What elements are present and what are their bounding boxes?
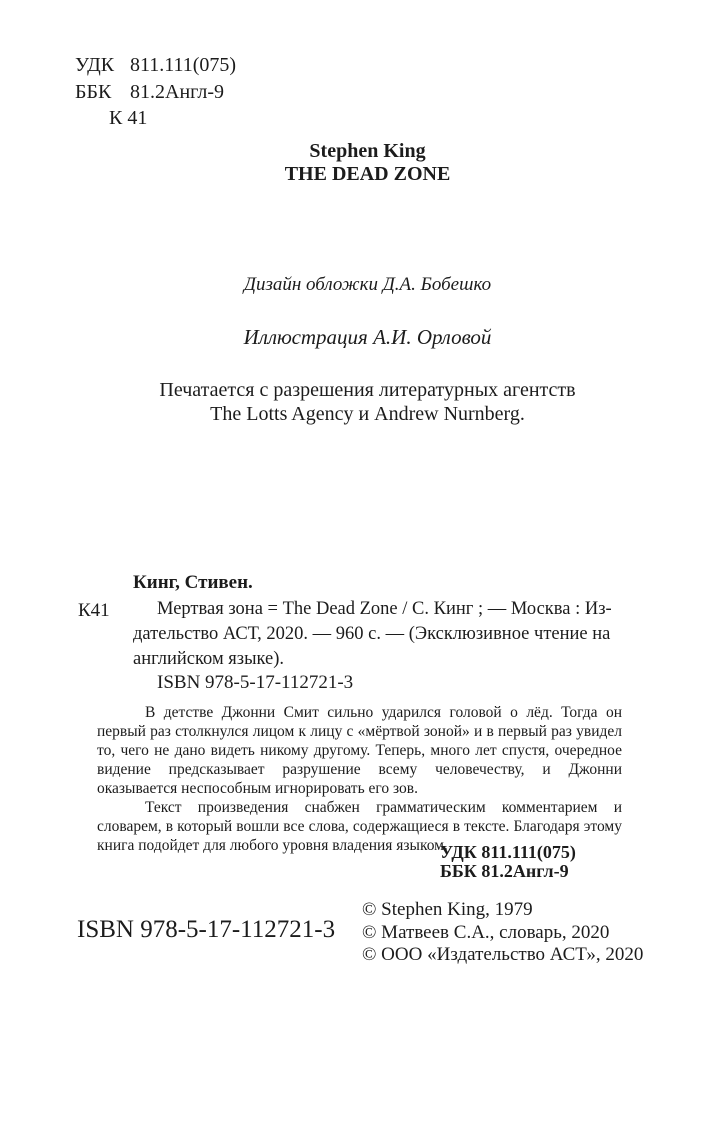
udk-label: УДК <box>75 54 115 76</box>
book-author: Stephen King <box>309 140 426 162</box>
udk-value: 811.111(075) <box>130 54 237 76</box>
bbk-label: ББК <box>75 81 112 103</box>
codes-bottom-block <box>440 843 576 881</box>
illustration-credit: Иллюстрация А.И. Орловой <box>243 325 492 349</box>
copyright-line: © Stephen King, 1979 <box>362 899 533 920</box>
permission-line-1: Печатается с разрешения литературных агентств <box>159 379 576 401</box>
udk-bottom: УДК 811.111(075) <box>440 842 576 862</box>
bbk-bottom: ББК 81.2Англ-9 <box>440 861 569 881</box>
copyright-line: © ООО «Издательство АСТ», 2020 <box>362 944 644 965</box>
permission-line-2: The Lotts Agency и Andrew Nurnberg. <box>210 403 525 425</box>
udk-code-row <box>75 54 236 76</box>
cover-design-credit: Дизайн обложки Д.А. Бобешко <box>243 274 492 295</box>
record-author-sign: К41 <box>78 600 110 621</box>
bbk-value: 81.2Англ-9 <box>130 81 224 103</box>
record-line: Мертвая зона = The Dead Zone / С. Кинг ; — Москва : Из- <box>157 599 612 619</box>
record-line: дательство АСТ, 2020. — 960 с. — (Эксклюзивное чтение на <box>133 624 611 644</box>
title-block <box>75 140 660 186</box>
record-description <box>133 597 622 672</box>
record-author: Кинг, Стивен. <box>133 572 253 593</box>
book-title: THE DEAD ZONE <box>284 163 451 185</box>
author-sign: К 41 <box>109 107 148 129</box>
copyright-line: © Матвеев С.А., словарь, 2020 <box>362 921 610 943</box>
permission-notice <box>75 378 660 426</box>
record-line: английском языке). <box>133 649 285 669</box>
bbk-code-row <box>75 81 224 103</box>
record-isbn: ISBN 978-5-17-112721-3 <box>157 672 354 693</box>
annotation-paragraph-2: Текст произведения снабжен грамматическим комментарием и словарем, в который вошли все слова, содержащиеся в тексте. Благодаря этому книга подойдет для любого уровня владения языком. <box>97 799 622 854</box>
isbn-bottom: ISBN 978-5-17-112721-3 <box>77 916 336 943</box>
annotation-paragraph-1: В детстве Джонни Смит сильно ударился головой о лёд. Тогда он первый раз столкнулся лицом к лицу с «мёртвой зоной» и в первый раз увидел то, чего не дано видеть никому другому. Теперь, много лет спустя, очередное видение предсказывает разрушение всему человечеству, и Джонни оказывается неспособным игнорировать его зов. <box>97 704 622 797</box>
copyright-block <box>362 899 643 967</box>
annotation <box>97 703 622 855</box>
